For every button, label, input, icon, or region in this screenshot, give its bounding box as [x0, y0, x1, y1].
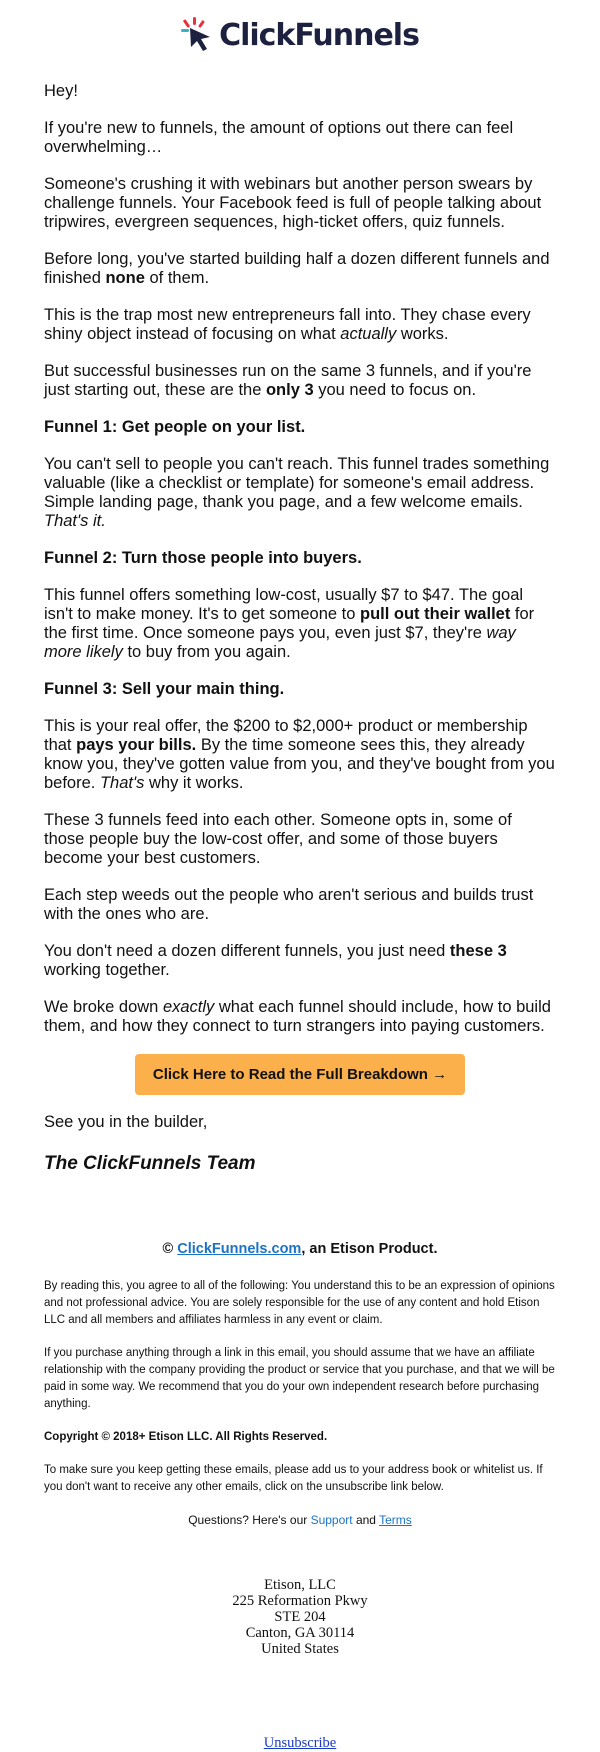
paragraph: [44, 998, 556, 1036]
heading-text: Funnel 3: Sell your main thing.: [44, 680, 285, 698]
bold-text: Copyright © 2018+ Etison LLC. All Rights Reserved.: [44, 1431, 328, 1443]
text: This is your real offer, the $200 to $2,000+ product or membership that: [44, 717, 528, 754]
paragraph: [44, 362, 556, 400]
text: , an Etison Product.: [301, 1241, 438, 1257]
bold-text: these 3: [449, 942, 507, 960]
text: for the first time. Once someone pays you, even just $7, they're: [44, 605, 535, 642]
questions-line: [44, 1512, 556, 1529]
copyright-notice: [44, 1429, 556, 1446]
affiliate-disclaimer: If you purchase anything through a link in this email, you should assume that we have an affiliate relationship with the company providing the product or service that you purchase, and that we will be paid in some way. We recommend that you do your own independent research before purchasing anything.: [44, 1347, 555, 1410]
address-line: 225 Reformation Pkwy: [232, 1593, 368, 1609]
clickfunnels-logo[interactable]: [181, 17, 419, 53]
paragraph: [44, 586, 556, 662]
logo-wordmark: ClickFunnels: [219, 17, 419, 53]
paragraph: [44, 250, 556, 288]
text: Questions? Here's our: [188, 1513, 311, 1527]
italic-text: exactly: [162, 998, 215, 1016]
paragraph: [44, 306, 556, 344]
italic-text: That's: [99, 774, 145, 792]
clickfunnels-cursor-logo-icon: [181, 17, 215, 53]
funnel-3-heading: [44, 680, 556, 699]
text: why it works.: [144, 774, 244, 792]
paragraph: [44, 455, 556, 531]
text: This is the trap most new entrepreneurs fall into. They chase every shiny object instead of focusing on what: [44, 306, 531, 343]
email-body: [0, 82, 600, 1173]
text: Before long, you've started building half a dozen different funnels and finished: [44, 250, 550, 287]
heading-text: Funnel 1: Get people on your list.: [44, 418, 306, 436]
italic-text: That's it.: [44, 512, 106, 530]
postal-address: [44, 1577, 556, 1657]
read-breakdown-button[interactable]: Click Here to Read the Full Breakdown →: [135, 1054, 465, 1095]
text: This funnel offers something low-cost, usually $7 to $47. The goal isn't to make money. It's to get someone to: [44, 586, 524, 623]
text: you need to focus on.: [313, 381, 477, 399]
terms-link[interactable]: Terms: [379, 1513, 412, 1527]
text: You can't sell to people you can't reach. This funnel trades something valuable (like a checklist or template) for someone's email address. Simple landing page, thank you page, and a few welcome emails.: [44, 455, 550, 511]
copyright-symbol: ©: [162, 1241, 178, 1257]
email-footer: [0, 1241, 600, 1752]
text: But successful businesses run on the same 3 funnels, and if you're just starting out, these are the: [44, 362, 532, 399]
italic-text: way more likely: [44, 624, 516, 661]
funnel-1-heading: [44, 418, 556, 437]
paragraph: These 3 funnels feed into each other. Someone opts in, some of those people buy the low-cost offer, and some of those buyers become your best customers.: [44, 811, 512, 867]
text: and: [352, 1513, 380, 1527]
email-header: [0, 0, 600, 70]
paragraph: Each step weeds out the people who aren't serious and builds trust with the ones who are.: [44, 886, 534, 923]
clickfunnels-link[interactable]: ClickFunnels.com: [177, 1241, 302, 1257]
greeting: Hey!: [44, 82, 78, 100]
unsubscribe-row: [44, 1735, 556, 1752]
text: By the time someone sees this, they already know you, they've gotten value from you, and they've bought from you before.: [44, 736, 555, 792]
bold-text: none: [105, 269, 145, 287]
funnel-2-heading: [44, 549, 556, 568]
unsubscribe-link[interactable]: Unsubscribe: [263, 1735, 337, 1751]
text: what each funnel should include, how to build them, and how they connect to turn strangers into paying customers.: [44, 998, 551, 1035]
support-link[interactable]: Support: [310, 1513, 353, 1527]
address-line: United States: [261, 1641, 339, 1657]
address-line: Etison, LLC: [264, 1577, 336, 1593]
address-line: Canton, GA 30114: [245, 1625, 355, 1641]
bold-text: pull out their wallet: [359, 605, 511, 623]
text: works.: [396, 325, 449, 343]
team-signature: The ClickFunnels Team: [44, 1153, 256, 1174]
text: working together.: [44, 961, 170, 979]
bold-text: pays your bills.: [76, 736, 197, 754]
heading-text: Funnel 2: Turn those people into buyers.: [44, 549, 362, 567]
text: We broke down: [44, 998, 163, 1016]
text: to buy from you again.: [122, 643, 291, 661]
address-line: STE 204: [274, 1609, 326, 1625]
paragraph: [44, 942, 556, 980]
paragraph: If you're new to funnels, the amount of options out there can feel overwhelming…: [44, 119, 514, 156]
disclaimer: By reading this, you agree to all of the following: You understand this to be an expression of opinions and not professional advice. You are solely responsible for the use of any content and hold Etison LLC and all members and affiliates harmless in any event or claim.: [44, 1280, 555, 1326]
text: of them.: [144, 269, 210, 287]
text: You don't need a dozen different funnels, you just need: [44, 942, 450, 960]
italic-text: actually: [340, 325, 397, 343]
paragraph: [44, 717, 556, 793]
paragraph: Someone's crushing it with webinars but another person swears by challenge funnels. Your Facebook feed is full of people talking about tripwires, evergreen sequences, high-ticket offers, quiz funnels.: [44, 175, 542, 231]
whitelist-note: To make sure you keep getting these emails, please add us to your address book or whitelist us. If you don't want to receive any other emails, click on the unsubscribe link below.: [44, 1464, 543, 1493]
cta-wrapper: [44, 1054, 556, 1095]
signoff: See you in the builder,: [44, 1113, 208, 1131]
copyright-line: [44, 1241, 556, 1258]
bold-text: only 3: [265, 381, 314, 399]
